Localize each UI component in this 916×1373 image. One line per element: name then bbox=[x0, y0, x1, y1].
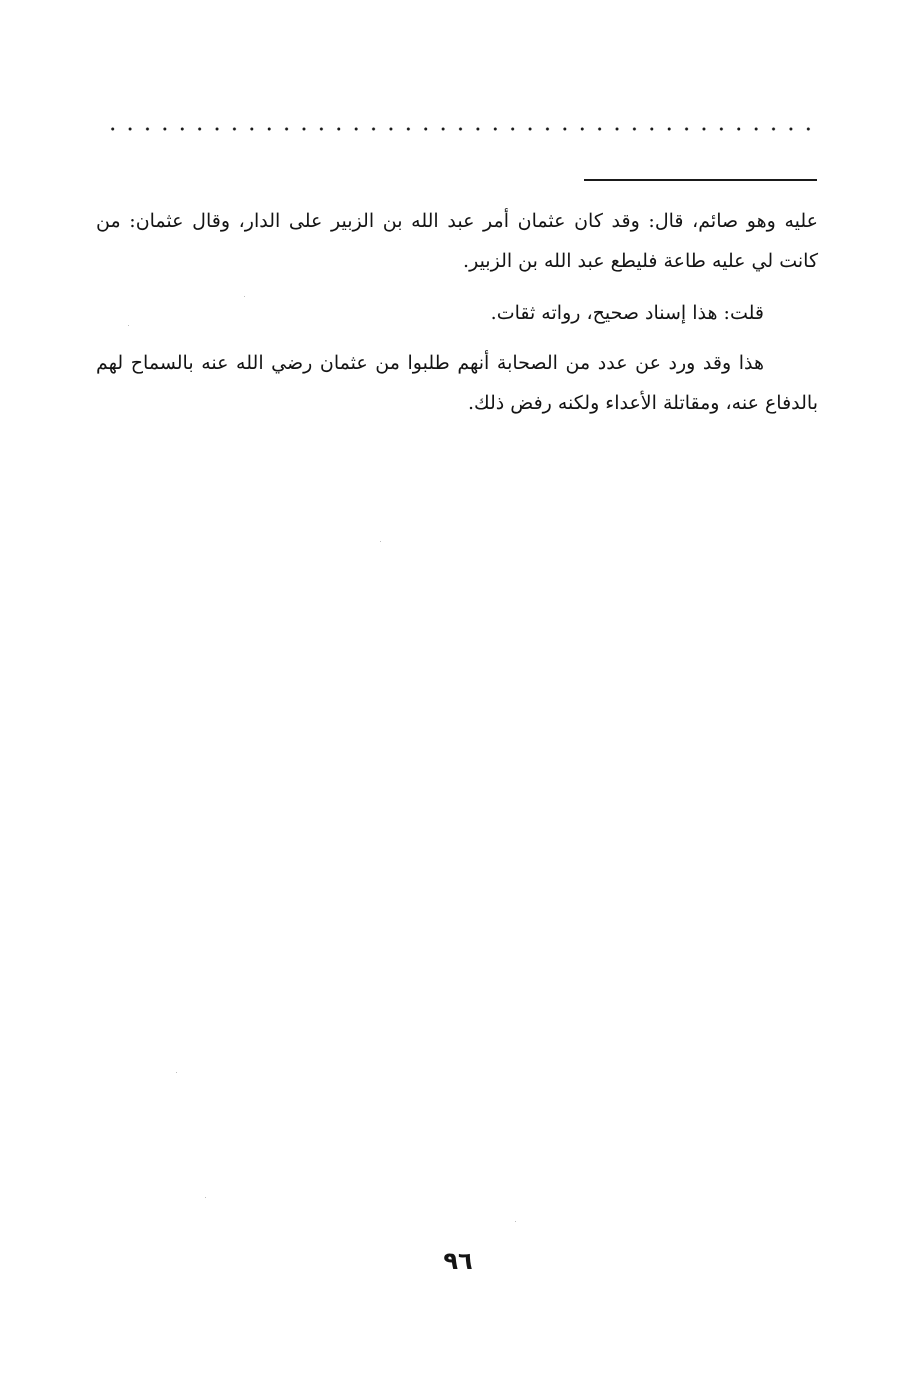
paragraph-companions bbox=[96, 343, 818, 423]
scan-speck bbox=[515, 1221, 516, 1222]
paragraph-companions-text: هذا وقد ورد عن عدد من الصحابة أنهم طلبوا من عثمان رضي الله عنه بالسماح لهم بالدفاع عنه، ومقاتلة الأعداء ولكنه رفض ذلك. bbox=[96, 352, 818, 414]
scan-speck bbox=[128, 325, 129, 326]
scan-speck bbox=[380, 541, 381, 542]
scan-speck bbox=[176, 1072, 177, 1073]
scan-speck bbox=[244, 296, 245, 297]
page-number: ٩٦ bbox=[443, 1247, 473, 1275]
paragraph-author-note: قلت: هذا إسناد صحيح، رواته ثقات. bbox=[490, 302, 764, 324]
dotted-separator bbox=[102, 127, 816, 131]
paragraph-narration: عليه وهو صائم، قال: وقد كان عثمان أمر عبد الله بن الزبير على الدار، وقال عثمان: من كانت لي عليه طاعة فليطع عبد الله بن الزبير. bbox=[96, 210, 818, 272]
footnote-separator-line bbox=[584, 179, 817, 181]
scan-speck bbox=[205, 1197, 206, 1198]
